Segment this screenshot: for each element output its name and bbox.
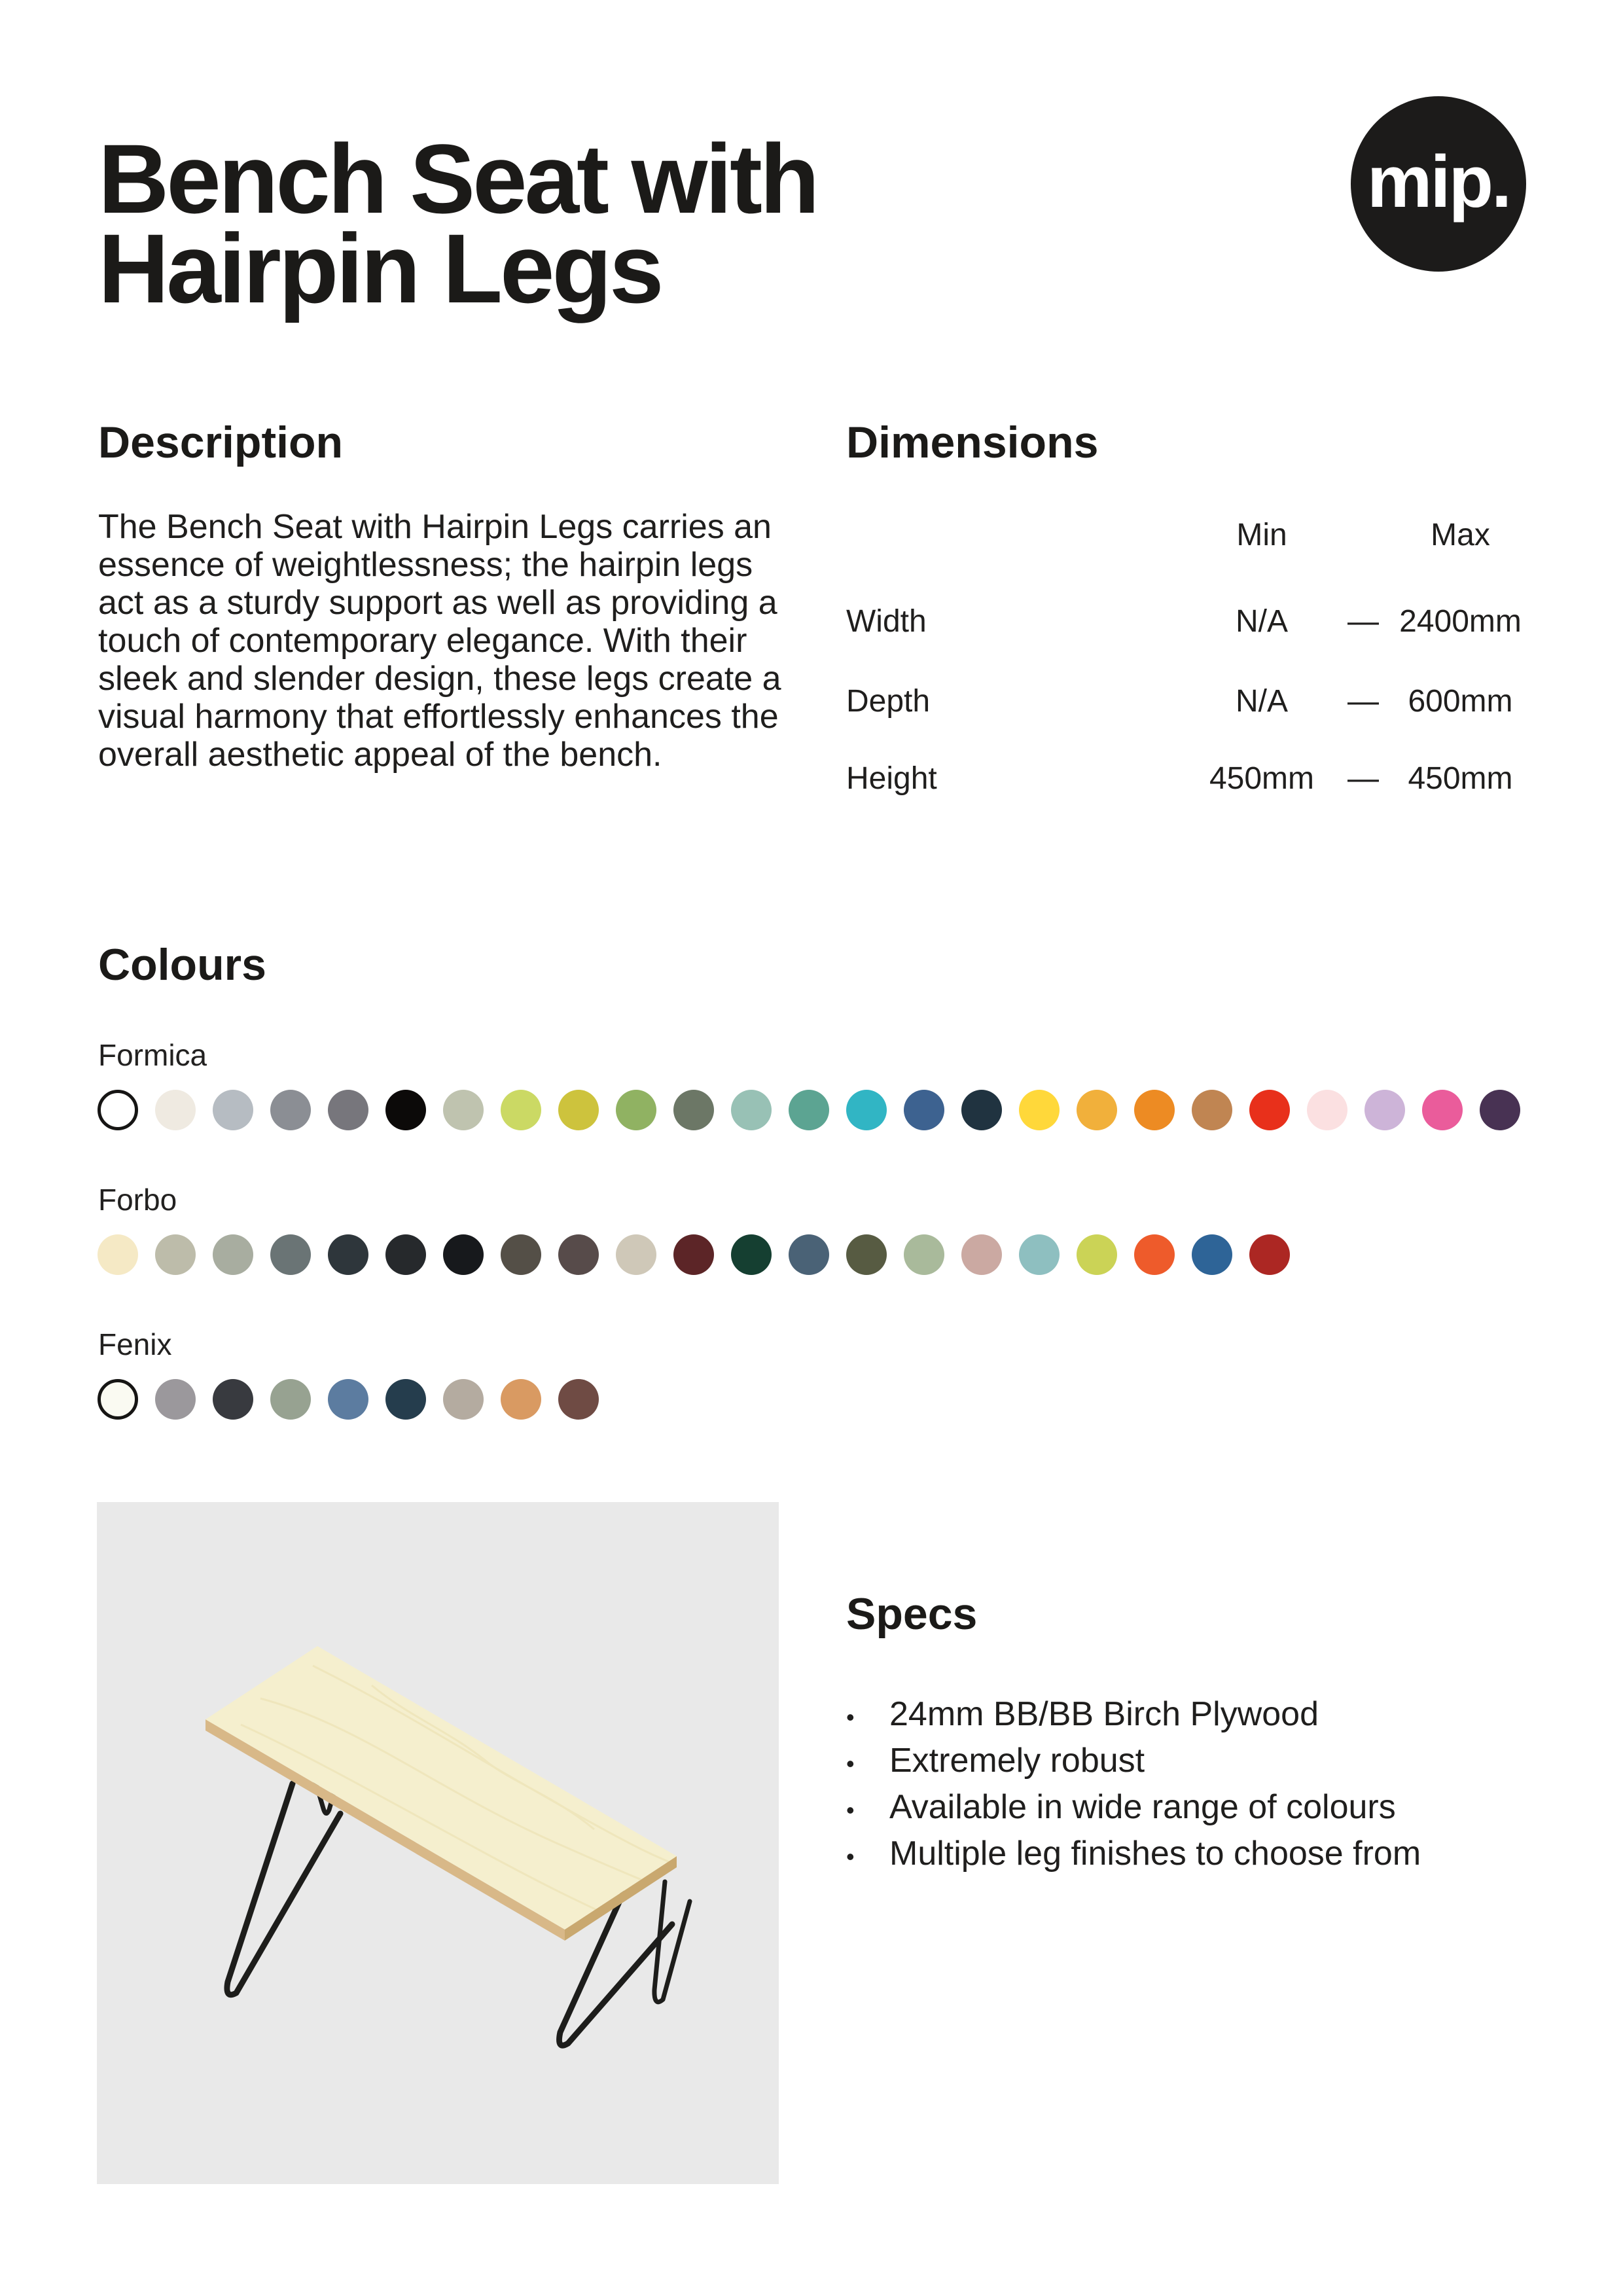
dimensions-col-max: Max (1431, 518, 1490, 552)
swatch-forbo-10 (616, 1234, 656, 1275)
dimension-label: Depth (846, 684, 931, 719)
swatch-formica-15 (904, 1090, 944, 1130)
swatch-formica-17 (1019, 1090, 1060, 1130)
swatch-forbo-5 (328, 1234, 368, 1275)
list-item (846, 1832, 1540, 1878)
swatch-fenix-9 (558, 1379, 599, 1420)
swatch-forbo-18 (1077, 1234, 1117, 1275)
swatch-fenix-8 (501, 1379, 541, 1420)
swatch-forbo-19 (1134, 1234, 1175, 1275)
swatch-formica-7 (443, 1090, 484, 1130)
swatch-formica-13 (789, 1090, 829, 1130)
bench-render-svg (97, 1502, 779, 2184)
page-title-line-2: Hairpin Legs (98, 213, 662, 323)
swatch-formica-18 (1077, 1090, 1117, 1130)
swatch-formica-19 (1134, 1090, 1175, 1130)
swatch-formica-9 (558, 1090, 599, 1130)
swatch-forbo-14 (846, 1234, 887, 1275)
description-heading: Description (98, 418, 344, 467)
mip-logo (1351, 96, 1526, 272)
spec-text: Extremely robust (889, 1742, 1145, 1780)
swatch-formica-20 (1192, 1090, 1232, 1130)
dimension-label: Width (846, 604, 927, 639)
specs-list (846, 1693, 1540, 1878)
table-row-depth (846, 683, 1531, 719)
swatch-row-formica (98, 1090, 1520, 1130)
bullet-icon: • (846, 1704, 855, 1731)
swatch-formica-8 (501, 1090, 541, 1130)
swatch-fenix-7 (443, 1379, 484, 1420)
dimension-label: Height (846, 761, 937, 796)
dash-separator: — (1347, 684, 1379, 719)
dimension-min-value: N/A (1235, 684, 1288, 719)
swatch-fenix-3 (213, 1379, 253, 1420)
bullet-icon: • (846, 1797, 855, 1823)
swatch-fenix-1 (98, 1379, 138, 1420)
swatch-fenix-2 (155, 1379, 196, 1420)
colours-heading: Colours (98, 940, 266, 990)
table-row-height (846, 761, 1531, 797)
dimension-min-value: N/A (1235, 604, 1288, 639)
dash-separator: — (1347, 761, 1379, 796)
page-title-line-1: Bench Seat with (98, 124, 817, 234)
swatch-forbo-17 (1019, 1234, 1060, 1275)
dimensions-col-min: Min (1236, 518, 1287, 552)
swatch-forbo-7 (443, 1234, 484, 1275)
swatch-formica-16 (961, 1090, 1002, 1130)
swatch-formica-24 (1422, 1090, 1463, 1130)
swatch-formica-25 (1480, 1090, 1520, 1130)
swatch-formica-1 (98, 1090, 138, 1130)
specs-heading: Specs (846, 1589, 978, 1639)
swatch-group-label-forbo: Forbo (98, 1183, 177, 1217)
swatch-fenix-4 (270, 1379, 311, 1420)
swatch-forbo-6 (385, 1234, 426, 1275)
swatch-forbo-4 (270, 1234, 311, 1275)
list-item (846, 1739, 1540, 1785)
swatch-forbo-20 (1192, 1234, 1232, 1275)
swatch-forbo-12 (731, 1234, 772, 1275)
mip-logo-text: mip. (1366, 140, 1510, 223)
swatch-formica-22 (1307, 1090, 1347, 1130)
dimension-max-value: 450mm (1408, 761, 1513, 796)
swatch-formica-10 (616, 1090, 656, 1130)
swatch-formica-11 (673, 1090, 714, 1130)
swatch-forbo-1 (98, 1234, 138, 1275)
swatch-forbo-11 (673, 1234, 714, 1275)
bullet-icon: • (846, 1750, 855, 1777)
swatch-row-fenix (98, 1379, 599, 1420)
swatch-group-label-fenix: Fenix (98, 1327, 172, 1361)
swatch-formica-5 (328, 1090, 368, 1130)
swatch-formica-6 (385, 1090, 426, 1130)
dimension-max-value: 600mm (1408, 684, 1513, 719)
bullet-icon: • (846, 1843, 855, 1870)
dimensions-heading: Dimensions (846, 418, 1099, 467)
swatch-forbo-16 (961, 1234, 1002, 1275)
page-title (98, 124, 817, 323)
description-body: The Bench Seat with Hairpin Legs carries an essence of weightlessness; the hairpin legs act as a sturdy support as well as providing a touch of contemporary elegance. With their sleek and slender design, these legs create a visual harmony that effortlessly enhances the overall aesthetic appeal of the bench. (98, 508, 781, 774)
product-image (97, 1502, 779, 2184)
swatch-forbo-8 (501, 1234, 541, 1275)
swatch-fenix-5 (328, 1379, 368, 1420)
swatch-group-label-formica: Formica (98, 1038, 207, 1072)
spec-text: Multiple leg finishes to choose from (889, 1835, 1421, 1873)
swatch-formica-14 (846, 1090, 887, 1130)
swatch-row-forbo (98, 1234, 1290, 1275)
dash-separator: — (1347, 604, 1379, 639)
list-item (846, 1693, 1540, 1739)
swatch-formica-2 (155, 1090, 196, 1130)
swatch-formica-12 (731, 1090, 772, 1130)
dimensions-header-row (846, 517, 1531, 553)
swatch-formica-21 (1249, 1090, 1290, 1130)
swatch-forbo-13 (789, 1234, 829, 1275)
swatch-formica-3 (213, 1090, 253, 1130)
swatch-forbo-9 (558, 1234, 599, 1275)
swatch-fenix-6 (385, 1379, 426, 1420)
swatch-formica-23 (1364, 1090, 1405, 1130)
spec-text: 24mm BB/BB Birch Plywood (889, 1695, 1319, 1733)
dimension-max-value: 2400mm (1399, 604, 1522, 639)
swatch-forbo-21 (1249, 1234, 1290, 1275)
swatch-forbo-15 (904, 1234, 944, 1275)
list-item (846, 1785, 1540, 1832)
swatch-formica-4 (270, 1090, 311, 1130)
swatch-forbo-3 (213, 1234, 253, 1275)
dimension-min-value: 450mm (1209, 761, 1315, 796)
table-row-width (846, 603, 1531, 639)
spec-text: Available in wide range of colours (889, 1788, 1396, 1826)
swatch-forbo-2 (155, 1234, 196, 1275)
